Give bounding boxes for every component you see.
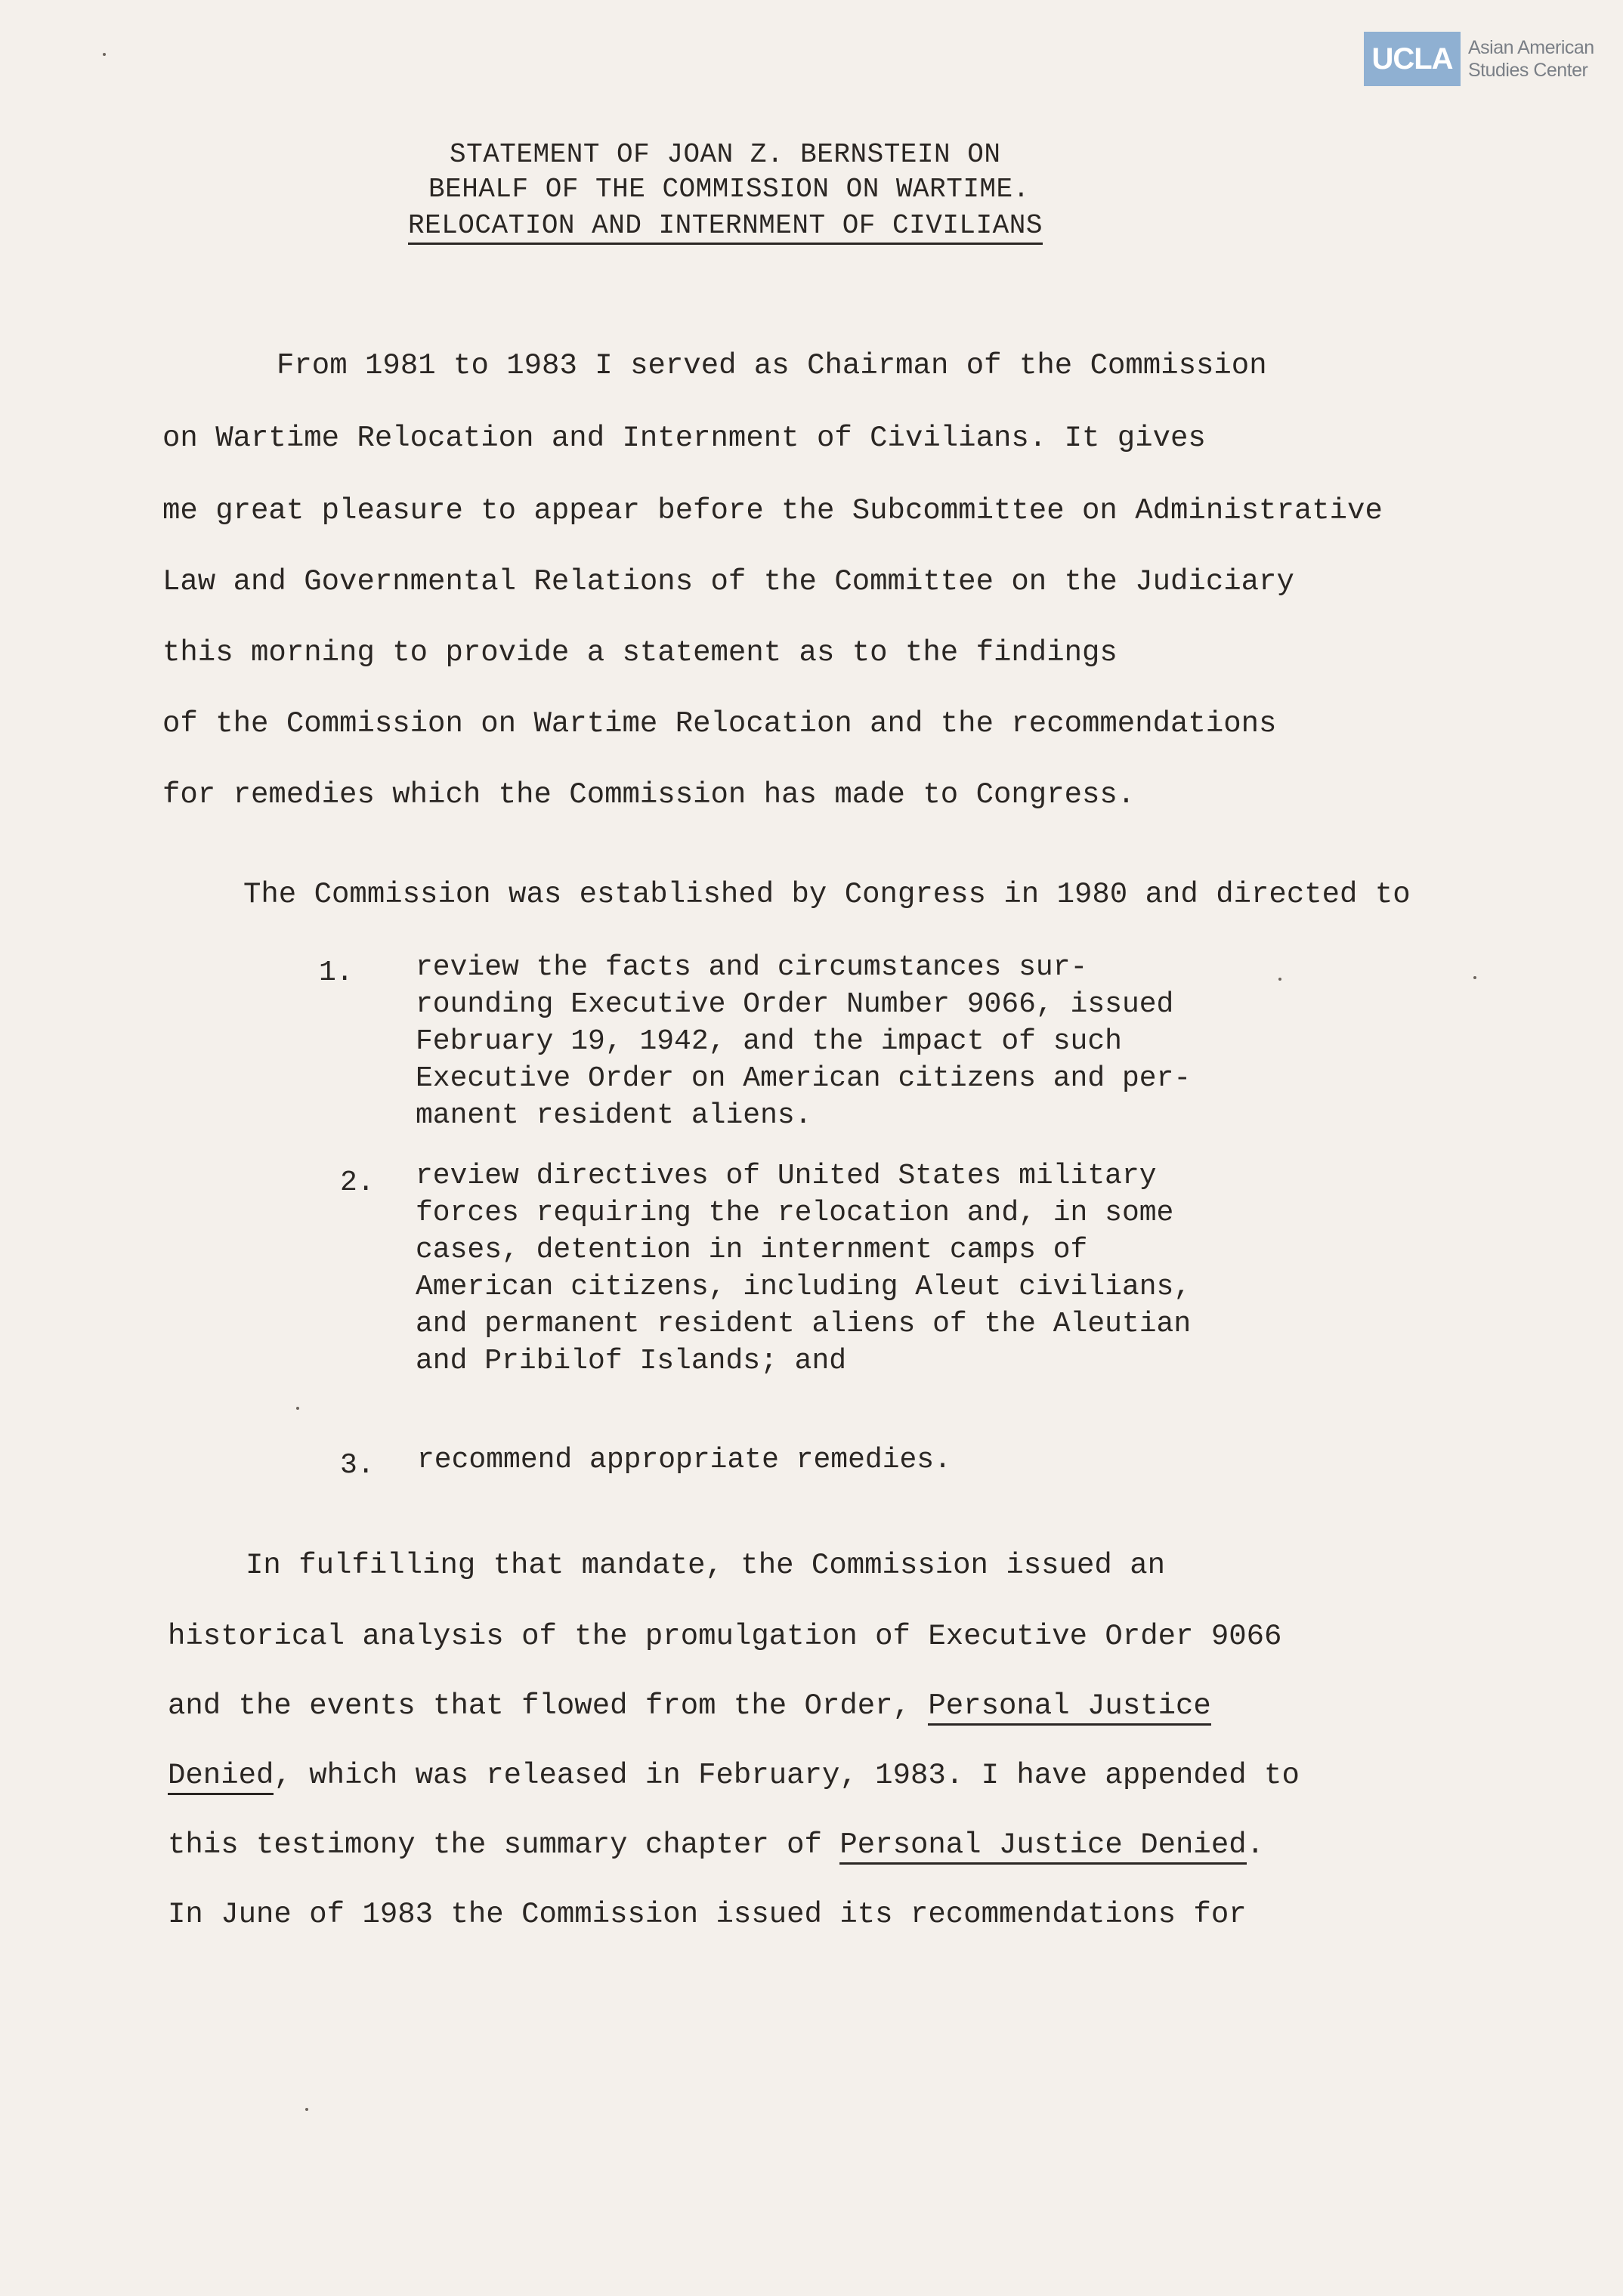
list-item-2-number: 2. bbox=[340, 1167, 375, 1199]
list-item-3-number: 3. bbox=[340, 1449, 375, 1482]
paragraph-1-line-6: of the Commission on Wartime Relocation and the recommendations bbox=[162, 707, 1277, 740]
badge-caption bbox=[1468, 36, 1594, 82]
paragraph-3-text: . bbox=[1246, 1828, 1265, 1862]
list-item-1-line: rounding Executive Order Number 9066, issued bbox=[416, 988, 1174, 1021]
list-item-1-line: manent resident aliens. bbox=[416, 1099, 812, 1132]
paragraph-3-line-4 bbox=[168, 1759, 1300, 1792]
ucla-aasc-badge bbox=[1364, 32, 1594, 86]
paragraph-3-text: this testimony the summary chapter of bbox=[168, 1828, 840, 1862]
book-title-underlined: Personal Justice Denied bbox=[839, 1828, 1246, 1865]
paragraph-1-line-3: me great pleasure to appear before the Subcommittee on Administrative bbox=[162, 494, 1383, 527]
paragraph-1-line-4: Law and Governmental Relations of the Committee on the Judiciary bbox=[162, 565, 1294, 598]
title-line-3: RELOCATION AND INTERNMENT OF CIVILIANS bbox=[408, 210, 1043, 245]
list-item-1 bbox=[416, 949, 1191, 1134]
paper-speck bbox=[305, 2108, 308, 2111]
badge-line-2: Studies Center bbox=[1468, 60, 1588, 81]
paragraph-1-line-5: this morning to provide a statement as to the findings bbox=[162, 636, 1118, 669]
ucla-logo: UCLA bbox=[1364, 32, 1461, 86]
paper-speck bbox=[296, 1407, 299, 1410]
list-item-2-line: forces requiring the relocation and, in some bbox=[416, 1197, 1174, 1229]
paragraph-1-line-2: on Wartime Relocation and Internment of Civilians. It gives bbox=[162, 422, 1206, 455]
paragraph-3-text: and the events that flowed from the Order, bbox=[168, 1689, 929, 1723]
list-item-2-line: review directives of United States military bbox=[416, 1160, 1157, 1192]
badge-line-1: Asian American bbox=[1468, 37, 1594, 58]
book-title-underlined: Denied bbox=[168, 1759, 274, 1795]
paragraph-3-line-2: historical analysis of the promulgation of Executive Order 9066 bbox=[168, 1620, 1282, 1653]
paragraph-3-text: , which was released in February, 1983. I have appended to bbox=[274, 1759, 1300, 1792]
list-item-2-line: American citizens, including Aleut civilians, bbox=[416, 1271, 1192, 1303]
title-line-2: BEHALF OF THE COMMISSION ON WARTIME. bbox=[428, 174, 1030, 205]
paper-speck bbox=[1473, 976, 1476, 979]
list-item-1-line: review the facts and circumstances sur- bbox=[416, 951, 1088, 984]
list-item-1-line: February 19, 1942, and the impact of such bbox=[416, 1025, 1122, 1058]
paragraph-1-line-7: for remedies which the Commission has made to Congress. bbox=[162, 778, 1136, 811]
paper-speck bbox=[1278, 978, 1281, 981]
paragraph-1-line-1: From 1981 to 1983 I served as Chairman of the Commission bbox=[277, 349, 1267, 382]
paper-speck bbox=[103, 53, 106, 56]
list-item-3 bbox=[417, 1442, 951, 1479]
paragraph-3-line-1: In fulfilling that mandate, the Commission issued an bbox=[246, 1549, 1165, 1582]
list-item-3-line: recommend appropriate remedies. bbox=[417, 1444, 951, 1476]
paragraph-3-line-3 bbox=[168, 1689, 1211, 1723]
paragraph-3-line-5 bbox=[168, 1828, 1264, 1862]
list-item-2-line: and Pribilof Islands; and bbox=[416, 1345, 847, 1377]
book-title-underlined: Personal Justice bbox=[928, 1689, 1210, 1726]
list-item-1-line: Executive Order on American citizens and per- bbox=[416, 1062, 1192, 1095]
list-item-2-line: and permanent resident aliens of the Aleutian bbox=[416, 1308, 1192, 1340]
title-line-1: STATEMENT OF JOAN Z. BERNSTEIN ON bbox=[450, 139, 1001, 170]
paragraph-2-intro: The Commission was established by Congress in 1980 and directed to bbox=[243, 878, 1411, 911]
list-item-1-number: 1. bbox=[319, 956, 354, 989]
list-item-2 bbox=[416, 1157, 1191, 1380]
paragraph-3-line-6: In June of 1983 the Commission issued its recommendations for bbox=[168, 1898, 1247, 1931]
list-item-2-line: cases, detention in internment camps of bbox=[416, 1234, 1088, 1266]
